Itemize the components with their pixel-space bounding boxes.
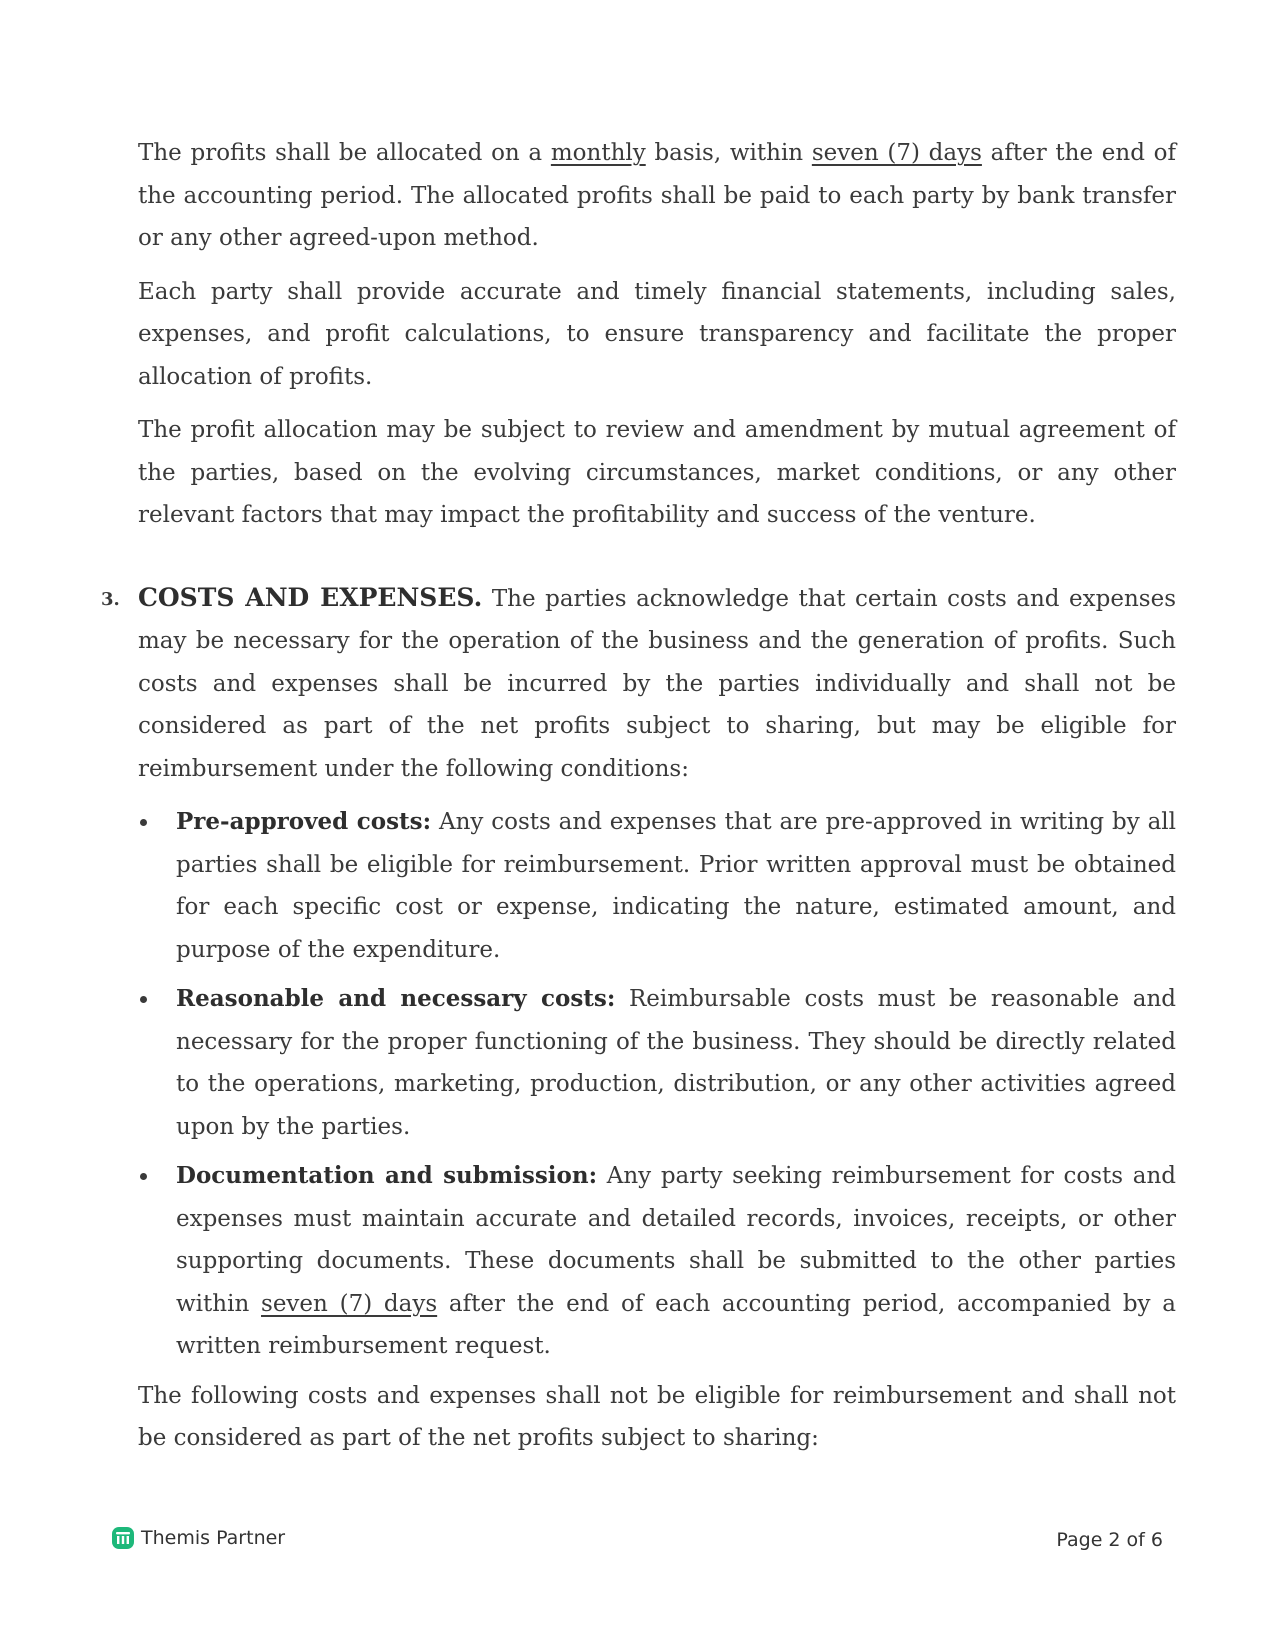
underlined-term-monthly: monthly: [550, 140, 646, 166]
text-run: after the end of the accounting period. The allocated profits shall be paid to each party by bank transfer or any other agreed-upon method.: [138, 140, 1176, 251]
list-item-text: Reimbursable costs must be reasonable and necessary for the proper functioning of the business. They should be directly related to the operations, marketing, production, distribution, or any other activities agreed upon by the parties.: [176, 986, 1176, 1140]
themis-logo-icon: [112, 1527, 134, 1549]
brand-name: Themis Partner: [141, 1527, 286, 1549]
section-costs-and-expenses: [101, 577, 1177, 1460]
section-number: 3.: [101, 588, 120, 610]
list-item: [138, 978, 1176, 1148]
paragraph-non-eligible-costs: The following costs and expenses shall not be eligible for reimbursement and shall not be considered as part of the net profits subject to sharing:: [138, 1382, 1176, 1451]
list-item-text: after the end of each accounting period, accompanied by a written reimbursement request.: [176, 1290, 1176, 1359]
list-item-text: Any party seeking reimbursement for costs and expenses must maintain accurate and detailed records, invoices, receipts, or other supporting documents. These documents shall be submitted to the other parties within: [176, 1163, 1176, 1317]
text-run: basis, within: [645, 140, 812, 166]
bullet-icon: [140, 996, 147, 1003]
text-run: The profits shall be allocated on a: [138, 140, 551, 166]
paragraph-profit-allocation-timing: [138, 132, 1176, 260]
list-item-text: Any costs and expenses that are pre-approved in writing by all parties shall be eligible for reimbursement. Prior written approval must be obtained for each specific cost or expense, indicating the nature, estimated amount, and purpose of the expenditure.: [176, 809, 1176, 963]
section-intro-paragraph: [138, 577, 1176, 791]
paragraph-profit-review: The profit allocation may be subject to review and amendment by mutual agreement of the parties, based on the evolving circumstances, market conditions, or any other relevant factors that may impact the profitability and success of the venture.: [138, 417, 1176, 528]
bullet-icon: [140, 819, 147, 826]
bullet-icon: [140, 1173, 147, 1180]
list-item-title: Documentation and submission:: [176, 1162, 598, 1189]
brand: [112, 1527, 285, 1549]
list-item: [138, 1155, 1176, 1368]
page-number: Page 2 of 6: [1056, 1529, 1163, 1551]
underlined-term-days: seven (7) days: [261, 1290, 438, 1317]
list-item: [138, 801, 1176, 971]
underlined-term-days: seven (7) days: [811, 140, 982, 166]
reimbursement-conditions-list: [138, 801, 1176, 1368]
section-intro-text: The parties acknowledge that certain costs and expenses may be necessary for the operation of the business and the generation of profits. Such costs and expenses shall be incurred by the parties individually and shall not be considered as part of the net profits subject to sharing, but may be eligible for reimbursement under the following conditions:: [138, 585, 1177, 782]
section-heading: COSTS AND EXPENSES.: [138, 582, 483, 612]
list-item-title: Reasonable and necessary costs:: [176, 985, 616, 1012]
document-body: [101, 132, 1177, 1460]
list-item-title: Pre-approved costs:: [176, 808, 432, 835]
page-footer: [112, 1527, 1163, 1557]
paragraph-financial-statements: Each party shall provide accurate and timely financial statements, including sales, expenses, and profit calculations, to ensure transparency and facilitate the proper allocation of profits.: [138, 278, 1176, 390]
